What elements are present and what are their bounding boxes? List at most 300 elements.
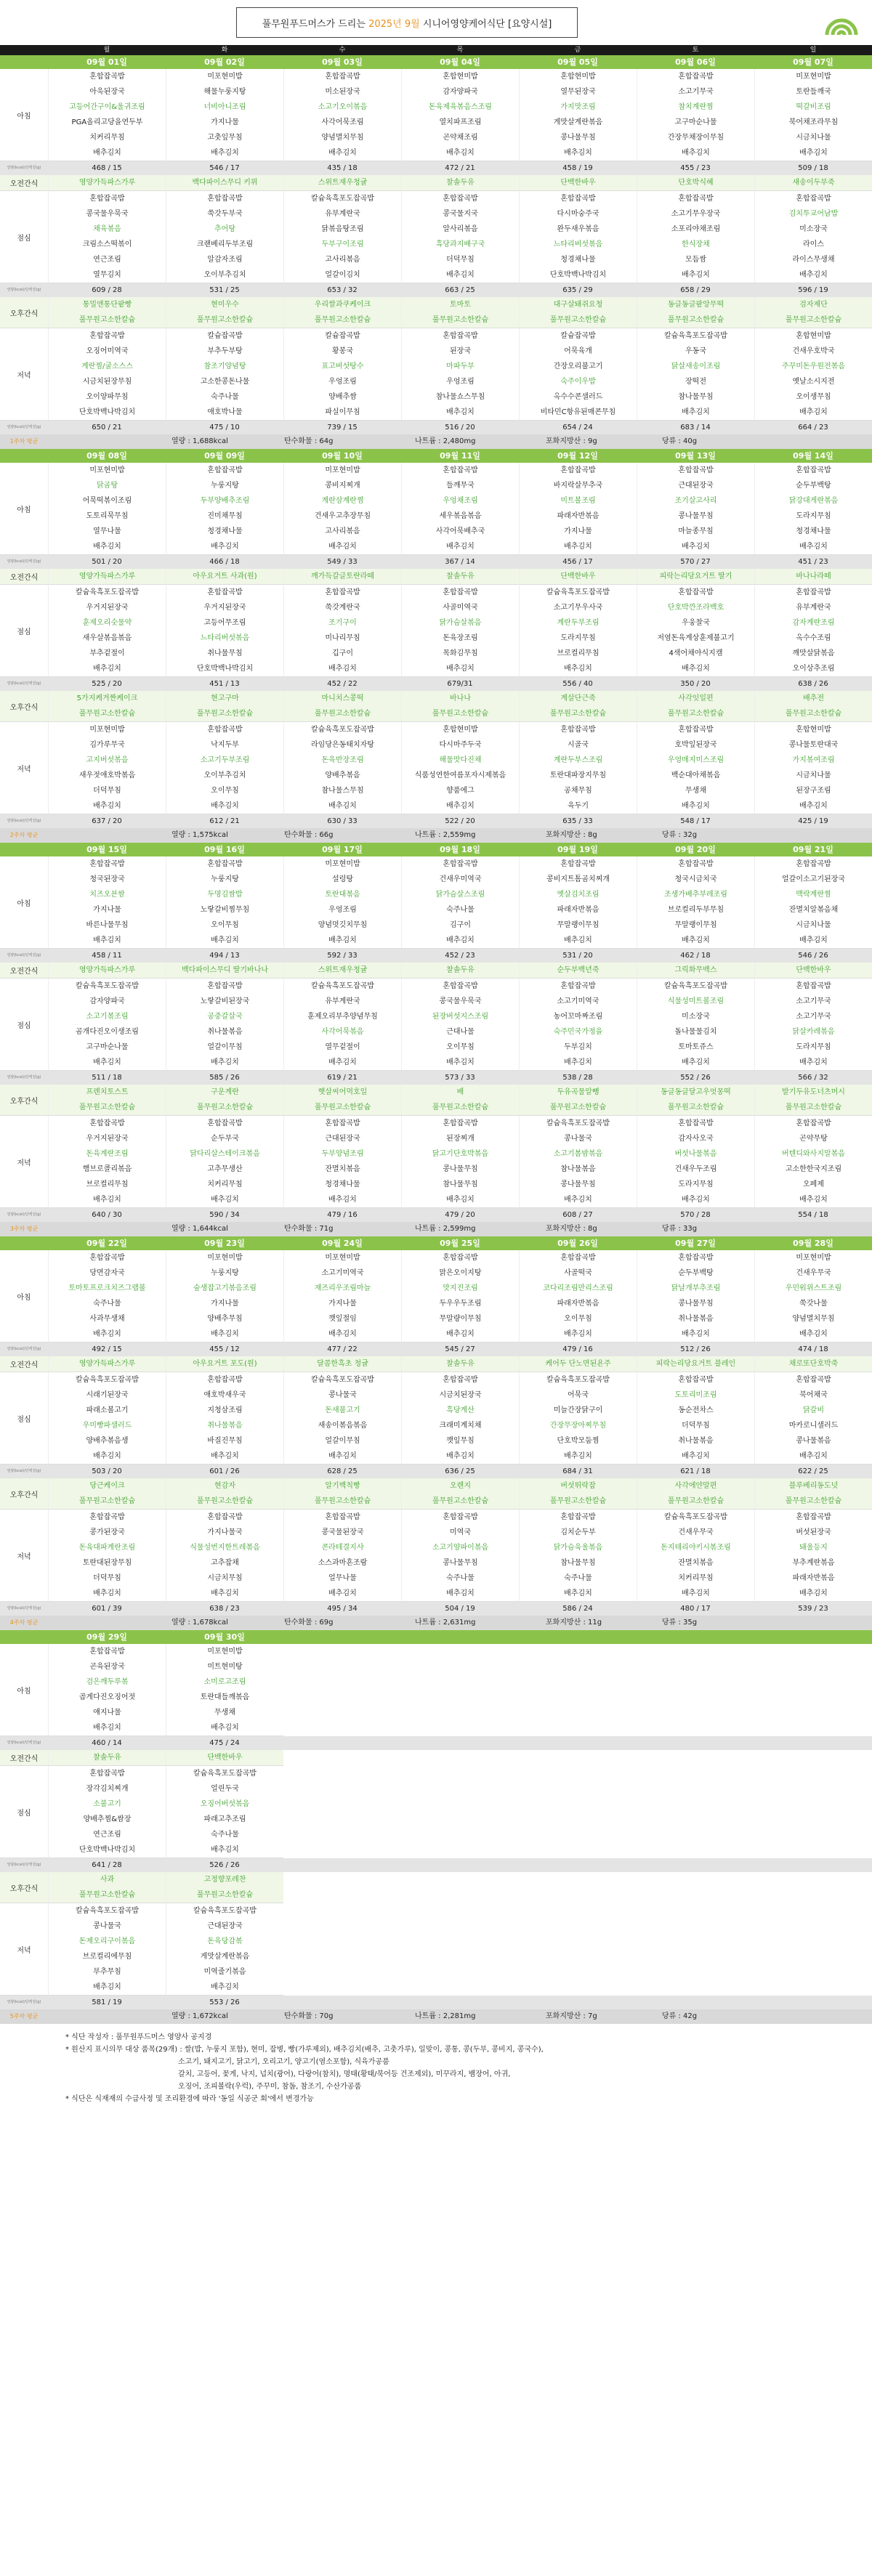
- menu-item: 라임당은동태치자탕: [311, 741, 374, 749]
- lunch-day-cell: [401, 585, 519, 677]
- snack-item: 풀무원고소한칼슘: [549, 710, 607, 718]
- snack-pm-day-cell: [166, 1085, 283, 1116]
- menu-item: 더덕무침: [93, 787, 121, 795]
- snack-item: 토마토: [450, 301, 471, 309]
- nutrition-value: 452 / 22: [327, 680, 358, 688]
- date-cell: 09월 09일: [204, 451, 245, 461]
- menu-item: 곤육된장국: [89, 1663, 125, 1671]
- menu-item: 혼합잡곡밥: [325, 1119, 360, 1127]
- weekly-average-row: [0, 1616, 872, 1630]
- menu-item: 배추김치: [564, 1589, 592, 1597]
- nutrition-value: 601 / 39: [92, 1605, 122, 1613]
- snack-item: 사각잇일편: [678, 694, 714, 702]
- menu-item: 곱게다진오징어젓: [78, 1693, 136, 1701]
- snack-item: 풀무원고소한칼슘: [785, 316, 842, 324]
- lunch-day-cell: [754, 585, 872, 677]
- lunch-day-cell: [519, 1372, 637, 1465]
- breakfast-section: [0, 856, 872, 949]
- menu-item: 시금치된장무침: [82, 378, 132, 386]
- nutrition-value: 509 / 18: [798, 164, 828, 172]
- dinner-day-cell: [166, 328, 283, 421]
- menu-item: 백순대아채볶음: [671, 771, 721, 779]
- menu-item: 청경채나물: [560, 256, 596, 264]
- menu-item: 배추김치: [211, 1058, 239, 1066]
- breakfast-day-cell: [48, 1250, 166, 1342]
- menu-item: 열치파프조림: [439, 118, 482, 126]
- weekday-label: 목: [456, 46, 464, 54]
- snack-am-day-cell: [401, 569, 519, 585]
- menu-item: 미트볼조림: [560, 497, 596, 505]
- menu-item: 미포현미밥: [207, 1254, 243, 1262]
- nutrition-value: 546 / 26: [798, 952, 828, 960]
- menu-item: 김가루무국: [89, 741, 125, 749]
- menu-item: 혼합잡곡밥: [207, 860, 243, 868]
- nutrition-value: 479 / 16: [562, 1345, 593, 1353]
- menu-item: 근대된장국: [678, 482, 714, 490]
- nutrition-label: 열량(kcal)/단백질(g): [7, 1347, 41, 1351]
- menu-item: 배추김치: [328, 1058, 357, 1066]
- menu-item: 혼합현미밥: [796, 332, 831, 340]
- menu-item: 혼합잡곡밥: [89, 1648, 125, 1656]
- date-cell: 09월 04일: [440, 57, 480, 67]
- snack-am-day-cell: [48, 963, 166, 979]
- menu-item: 새우살볶음볶음: [82, 634, 132, 642]
- snack-item: 고정향포레찬: [203, 1876, 246, 1884]
- dinner-day-cell: [519, 328, 637, 421]
- snack-pm-section: [0, 1478, 872, 1510]
- menu-item: 토란대볶음: [325, 891, 360, 899]
- breakfast-day-cell: [754, 463, 872, 555]
- menu-item: 치커리무침: [678, 1574, 714, 1582]
- nutrition-value: 539 / 23: [798, 1605, 828, 1613]
- average-sodium: 나트륨 : 2,480mg: [415, 437, 476, 445]
- menu-item: 청경채나물: [325, 1180, 360, 1188]
- menu-item: 순두부백탕: [796, 482, 831, 490]
- nutrition-value: 511 / 18: [92, 1074, 122, 1082]
- dinner-day-cell: [166, 1903, 283, 1996]
- menu-item: 콩나물국: [93, 1922, 121, 1930]
- nutrition-value: 531 / 20: [562, 952, 593, 960]
- nutrition-label: 열량(kcal)/단백질(g): [7, 1741, 41, 1745]
- menu-item: 파래자반볶음: [792, 1574, 835, 1582]
- menu-item: 고춧잎무침: [207, 134, 243, 142]
- nutrition-value: 367 / 14: [445, 558, 475, 566]
- menu-item: 혼합잡곡밥: [325, 73, 360, 81]
- snack-pm-day-cell: [519, 1478, 637, 1510]
- snack-pm-day-cell: [401, 1085, 519, 1116]
- menu-item: 미소장국: [799, 225, 828, 233]
- menu-item: 혼합잡곡밥: [560, 860, 596, 868]
- snack-item: 풀무원고소한칼슘: [196, 710, 254, 718]
- dinner-day-cell: [754, 328, 872, 421]
- menu-item: 유부계란국: [325, 210, 360, 218]
- menu-item: 옥수수조림: [796, 634, 831, 642]
- nutrition-value: 664 / 23: [798, 424, 828, 432]
- menu-item: 농어꼬마짜조림: [553, 1013, 603, 1021]
- menu-item: 배추김치: [211, 802, 239, 810]
- dinner-day-cell: [48, 1903, 166, 1996]
- menu-item: 배추김치: [446, 543, 475, 551]
- snack-am-day-cell: [166, 1750, 283, 1766]
- lunch-day-cell: [48, 1372, 166, 1465]
- nutrition-value: 635 / 33: [562, 817, 593, 825]
- menu-item: 치커리무침: [207, 1180, 243, 1188]
- menu-item: 사과무생채: [89, 1315, 125, 1323]
- menu-item: 취나물볶음: [678, 1315, 714, 1323]
- menu-item: 돈육대파계란조림: [78, 1544, 136, 1552]
- date-cell: 09월 10일: [322, 451, 363, 461]
- menu-item: 돈육계란조림: [86, 1150, 129, 1158]
- lunch-label: 점심: [0, 191, 48, 283]
- menu-item: 게맛살계란볶음: [553, 118, 603, 126]
- week-block: [0, 1630, 872, 2024]
- snack-pm-day-cell: [283, 1085, 401, 1116]
- menu-item: 닭볶음탕조림: [321, 225, 364, 233]
- menu-item: 혼합잡곡밥: [796, 195, 831, 203]
- menu-item: 혼합잡곡밥: [678, 73, 714, 81]
- snack-item: 아우요거트 포도(원): [193, 1360, 257, 1368]
- menu-item: 근대된장국: [325, 1135, 360, 1143]
- nutrition-value: 501 / 20: [92, 558, 122, 566]
- menu-item: 소고기오이볶음: [318, 103, 368, 111]
- menu-item: 토마토쥬스: [678, 1043, 714, 1051]
- menu-item: 배추김치: [328, 1196, 357, 1204]
- menu-item: 혼합잡곡밥: [796, 1376, 831, 1384]
- breakfast-day-cell: [519, 463, 637, 555]
- menu-item: 단호박백나박김치: [196, 665, 254, 673]
- menu-item: 브로컬리무침: [86, 1180, 129, 1188]
- nutrition-label: 열량(kcal)/단백질(g): [7, 1075, 41, 1080]
- menu-item: 마카로니샐러드: [788, 1422, 839, 1430]
- menu-item: 배추김치: [93, 1452, 121, 1460]
- menu-item: 미포현미밥: [325, 1254, 360, 1262]
- nutrition-row: [0, 555, 872, 569]
- snack-item: 백다파이스무디 딸기바나나: [181, 966, 269, 974]
- menu-item: 혼합현미밥: [443, 726, 478, 734]
- menu-item: 양념멸치무침: [792, 1315, 835, 1323]
- menu-item: 배추김치: [328, 1452, 357, 1460]
- nutrition-value: 472 / 21: [445, 164, 475, 172]
- snack-item: 풀무원고소한칼슘: [314, 710, 371, 718]
- dinner-day-cell: [401, 328, 519, 421]
- snack-am-day-cell: [166, 569, 283, 585]
- nutrition-value: 663 / 25: [445, 286, 475, 294]
- menu-item: 닭살새송이조림: [671, 362, 721, 370]
- menu-item: 계란두부조림: [557, 619, 600, 627]
- menu-item: 숲생잡고기볶음조림: [193, 1284, 257, 1292]
- nutrition-value: 526 / 26: [209, 1861, 240, 1869]
- nutrition-value: 566 / 32: [798, 1074, 828, 1082]
- lunch-day-cell: [519, 191, 637, 283]
- snack-am-day-cell: [754, 175, 872, 191]
- menu-item: 연근조림: [93, 256, 121, 264]
- date-cell: 09월 19일: [557, 845, 598, 854]
- menu-item: 파래자반볶음: [557, 512, 600, 520]
- snack-item: 현감자: [214, 1482, 235, 1490]
- nutrition-row: [0, 421, 872, 434]
- note-line: 오징어, 조피볼락(우럭), 주꾸미, 참돔, 참조기, 수산가공품: [178, 2083, 362, 2091]
- breakfast-day-cell: [519, 69, 637, 161]
- weekly-average-label: 2주차 평균: [9, 832, 39, 838]
- nutrition-label: 열량(kcal)/단백질(g): [7, 425, 41, 429]
- average-kcal: 열량 : 1,644kcal: [171, 1225, 228, 1233]
- menu-item: 배추김치: [564, 543, 592, 551]
- lunch-day-cell: [637, 191, 754, 283]
- lunch-day-cell: [637, 979, 754, 1071]
- lunch-day-cell: [519, 979, 637, 1071]
- menu-item: 흑당계산: [446, 1406, 475, 1414]
- nutrition-value: 636 / 25: [445, 1467, 475, 1475]
- menu-item: 양념멸치무침: [321, 134, 364, 142]
- menu-item: 우동국: [685, 347, 706, 355]
- snack-item: 햇살씨어먹호일: [318, 1088, 368, 1096]
- menu-item: 숙주나물: [446, 906, 475, 914]
- menu-item: 미포현미밥: [89, 466, 125, 474]
- menu-item: 혼합잡곡밥: [443, 1376, 478, 1384]
- breakfast-day-cell: [519, 856, 637, 949]
- lunch-section: [0, 979, 872, 1071]
- menu-item: 가지나물: [211, 1300, 239, 1308]
- lunch-day-cell: [283, 1372, 401, 1465]
- lunch-day-cell: [48, 1766, 166, 1858]
- lunch-day-cell: [519, 585, 637, 677]
- snack-item: 블루베리동도넛: [788, 1482, 839, 1490]
- menu-item: 두부구이조림: [321, 240, 364, 248]
- menu-item: 건새우고추장무침: [314, 512, 371, 520]
- nutrition-label: 열량(kcal)/단백질(g): [7, 681, 41, 686]
- dinner-section: [0, 1903, 872, 1996]
- menu-item: 두부양배추조림: [200, 497, 250, 505]
- snack-item: 풀무원고소한칼슘: [667, 710, 724, 718]
- menu-item: 건새우두조림: [674, 1165, 717, 1173]
- snack-item: 통밀앤통단팥빵: [82, 301, 132, 309]
- menu-item: 옛살김치조림: [557, 891, 600, 899]
- nutrition-value: 739 / 15: [327, 424, 358, 432]
- snack-pm-label: 오후간식: [0, 1872, 48, 1903]
- menu-item: 콩나물볶음: [796, 1437, 831, 1445]
- menu-item: 배추김치: [93, 802, 121, 810]
- snack-item: 풀무원고소한칼슘: [549, 1497, 607, 1505]
- menu-item: 혼합잡곡밥: [678, 1254, 714, 1262]
- nutrition-label: 열량(kcal)/단백질(g): [7, 166, 41, 170]
- lunch-label: 점심: [0, 1766, 48, 1858]
- menu-item: 너비아니조림: [203, 103, 246, 111]
- snack-am-day-cell: [48, 569, 166, 585]
- nutrition-label: 열량(kcal)/단백질(g): [7, 953, 41, 957]
- nutrition-value: 462 / 18: [680, 952, 711, 960]
- average-sodium: 나트륨 : 2,281mg: [415, 2012, 476, 2020]
- menu-item: 우민워위스트조림: [785, 1284, 842, 1292]
- menu-item: 바른나물무침: [86, 921, 129, 929]
- snack-am-section: [0, 963, 872, 979]
- snack-item: 알기백칙빵: [325, 1482, 360, 1490]
- menu-item: 닭강대게란볶음: [788, 497, 839, 505]
- menu-item: 양배추무침: [207, 1315, 243, 1323]
- menu-item: 칼슘잡곡밥: [325, 332, 360, 340]
- menu-item: 배추김치: [682, 1589, 710, 1597]
- snack-pm-day-cell: [519, 297, 637, 328]
- weekday-label: 수: [339, 46, 346, 54]
- date-cell: 09월 12일: [557, 451, 598, 461]
- menu-item: 배추김치: [93, 149, 121, 157]
- menu-item: 무생채: [214, 1709, 235, 1717]
- dinner-day-cell: [637, 328, 754, 421]
- nutrition-value: 451 / 23: [798, 558, 828, 566]
- menu-item: 배추김치: [682, 271, 710, 279]
- snack-item: 동글동글달고우엇몽떡: [661, 1088, 731, 1096]
- nutrition-value: 495 / 34: [327, 1605, 358, 1613]
- menu-item: 혼합잡곡밥: [678, 1376, 714, 1384]
- menu-item: 공채무침: [564, 787, 592, 795]
- snack-item: 새송이두부죽: [792, 179, 835, 187]
- menu-item: 계란두부스조림: [553, 756, 603, 764]
- menu-item: 고소한콩돈나물: [200, 378, 250, 386]
- menu-item: 콩나물무침: [443, 1559, 478, 1567]
- menu-item: 오페제: [803, 1180, 824, 1188]
- nutrition-value: 630 / 33: [327, 817, 358, 825]
- menu-item: 라이스무생채: [792, 256, 835, 264]
- snack-pm-section: [0, 297, 872, 328]
- nutrition-value: 683 / 14: [680, 424, 711, 432]
- menu-item: 미포현미밥: [325, 860, 360, 868]
- snack-item: 풀무원고소한칼슘: [196, 1497, 254, 1505]
- snack-am-day-cell: [48, 1356, 166, 1372]
- menu-item: 칼슘잡곡밥: [560, 332, 596, 340]
- snack-item: 영양가득파스가루: [78, 1360, 136, 1368]
- date-cell: 09월 30일: [204, 1632, 245, 1642]
- menu-item: 고사리볶음: [325, 256, 360, 264]
- menu-item: 청경채나물: [207, 527, 243, 535]
- menu-item: 혼합잡곡밥: [796, 588, 831, 596]
- menu-item: 도라지무침: [678, 1180, 714, 1188]
- menu-item: 소고기무우사국: [553, 604, 603, 612]
- menu-item: 배추김치: [328, 665, 357, 673]
- snack-pm-day-cell: [283, 1478, 401, 1510]
- menu-item: 근대된장국: [207, 1922, 243, 1930]
- menu-item: 혼합잡곡밥: [678, 588, 714, 596]
- menu-item: 브로컬리에무침: [82, 1953, 132, 1961]
- snack-am-day-cell: [401, 1356, 519, 1372]
- nutrition-value: 435 / 18: [327, 164, 358, 172]
- nutrition-value: 554 / 18: [798, 1211, 828, 1219]
- menu-item: 취나물볶음: [678, 1437, 714, 1445]
- snack-am-day-cell: [637, 175, 754, 191]
- snack-pm-day-cell: [283, 691, 401, 722]
- nutrition-value: 451 / 13: [209, 680, 240, 688]
- menu-item: 애호박새우국: [203, 1391, 246, 1399]
- average-carb: 탄수화물 : 70g: [284, 2012, 334, 2020]
- breakfast-section: [0, 1644, 872, 1736]
- year-month: 2025년 9월: [368, 18, 420, 30]
- menu-item: 오이부추김치: [203, 271, 246, 279]
- menu-item: 칼슘육흑포도잡곡밥: [546, 588, 610, 596]
- menu-item: 배추김치: [564, 1058, 592, 1066]
- date-cell: 09월 15일: [86, 845, 127, 854]
- menu-item: 더덕무침: [682, 1422, 710, 1430]
- menu-item: 미포현미밥: [325, 466, 360, 474]
- menu-item: 얼린두국: [211, 1785, 239, 1793]
- snack-item: 찰솔두유: [446, 572, 475, 580]
- menu-item: 배추김치: [799, 1452, 828, 1460]
- menu-item: 파래소볼고기: [86, 1406, 129, 1414]
- dinner-day-cell: [401, 1116, 519, 1208]
- breakfast-day-cell: [48, 463, 166, 555]
- menu-item: 무말랭이무침: [674, 921, 717, 929]
- menu-item: 배추김치: [799, 1058, 828, 1066]
- date-cell: 09월 27일: [675, 1239, 716, 1248]
- nutrition-value: 684 / 31: [562, 1467, 593, 1475]
- menu-item: 배추김치: [682, 1196, 710, 1204]
- menu-item: 혼합잡곡밥: [443, 466, 478, 474]
- menu-item: 잔멸치알볶음채: [788, 906, 839, 914]
- nutrition-value: 608 / 27: [562, 1211, 593, 1219]
- nutrition-value: 475 / 10: [209, 424, 240, 432]
- menu-item: 당면감자국: [89, 1269, 125, 1277]
- nutrition-value: 621 / 18: [680, 1467, 711, 1475]
- breakfast-day-cell: [166, 856, 283, 949]
- menu-item: 양배추찜&쌈장: [83, 1815, 132, 1823]
- menu-item: 황봉국: [332, 347, 353, 355]
- menu-item: 숙주나물: [564, 1574, 592, 1582]
- snack-pm-label: 오후간식: [0, 691, 48, 722]
- nutrition-value: 458 / 19: [562, 164, 593, 172]
- average-carb: 탄수화물 : 71g: [284, 1225, 334, 1233]
- menu-item: 부추무침: [93, 1968, 121, 1976]
- breakfast-day-cell: [637, 69, 754, 161]
- date-cell: 09월 14일: [793, 451, 833, 461]
- lunch-day-cell: [48, 979, 166, 1071]
- snack-item: 찰솔두유: [446, 179, 475, 187]
- menu-item: 가지나물: [93, 906, 121, 914]
- snack-item: 풀무원고소한칼슘: [785, 710, 842, 718]
- note-line: 소고기, 돼지고기, 닭고기, 오리고기, 양고기(염소포함), 식육가공품: [178, 2058, 389, 2066]
- dinner-day-cell: [48, 1510, 166, 1602]
- nutrition-value: 650 / 21: [92, 424, 122, 432]
- menu-item: 칼슘육흑포도잡곡밥: [664, 332, 727, 340]
- breakfast-day-cell: [283, 1250, 401, 1342]
- nutrition-value: 549 / 33: [327, 558, 358, 566]
- menu-item: 혼합잡곡밥: [89, 73, 125, 81]
- dinner-day-cell: [519, 722, 637, 814]
- menu-item: 미역줄기볶음: [203, 1968, 246, 1976]
- menu-item: 소고기미역국: [321, 1269, 364, 1277]
- dinner-day-cell: [48, 722, 166, 814]
- nutrition-value: 455 / 12: [209, 1345, 240, 1353]
- lunch-day-cell: [401, 191, 519, 283]
- menu-item: 혼합잡곡밥: [207, 982, 243, 990]
- menu-item: 옛날소시지전: [792, 378, 835, 386]
- menu-item: 배추김치: [328, 1330, 357, 1338]
- menu-item: 누룽지탕: [211, 482, 239, 490]
- nutrition-value: 468 / 15: [92, 164, 122, 172]
- menu-item: 배추김치: [799, 543, 828, 551]
- snack-item: 풀무원고소한칼슘: [196, 1103, 254, 1111]
- breakfast-day-cell: [754, 69, 872, 161]
- menu-item: 콩나물무침: [678, 512, 714, 520]
- menu-item: 오이생무침: [796, 393, 831, 401]
- menu-item: 배추김치: [446, 271, 475, 279]
- dinner-section: [0, 722, 872, 814]
- menu-item: 오이무침: [211, 787, 239, 795]
- menu-item: 재즈리우조림마늘: [314, 1284, 371, 1292]
- menu-item: 도라지무침: [560, 634, 596, 642]
- menu-item: 혼합잡곡밥: [325, 1513, 360, 1521]
- dinner-day-cell: [754, 1510, 872, 1602]
- date-cell: 09월 26일: [557, 1239, 598, 1248]
- snack-item: 깨가득갈글토란라떼: [311, 572, 374, 580]
- menu-item: 북어채조라무침: [788, 118, 839, 126]
- date-cell: 09월 11일: [440, 451, 480, 461]
